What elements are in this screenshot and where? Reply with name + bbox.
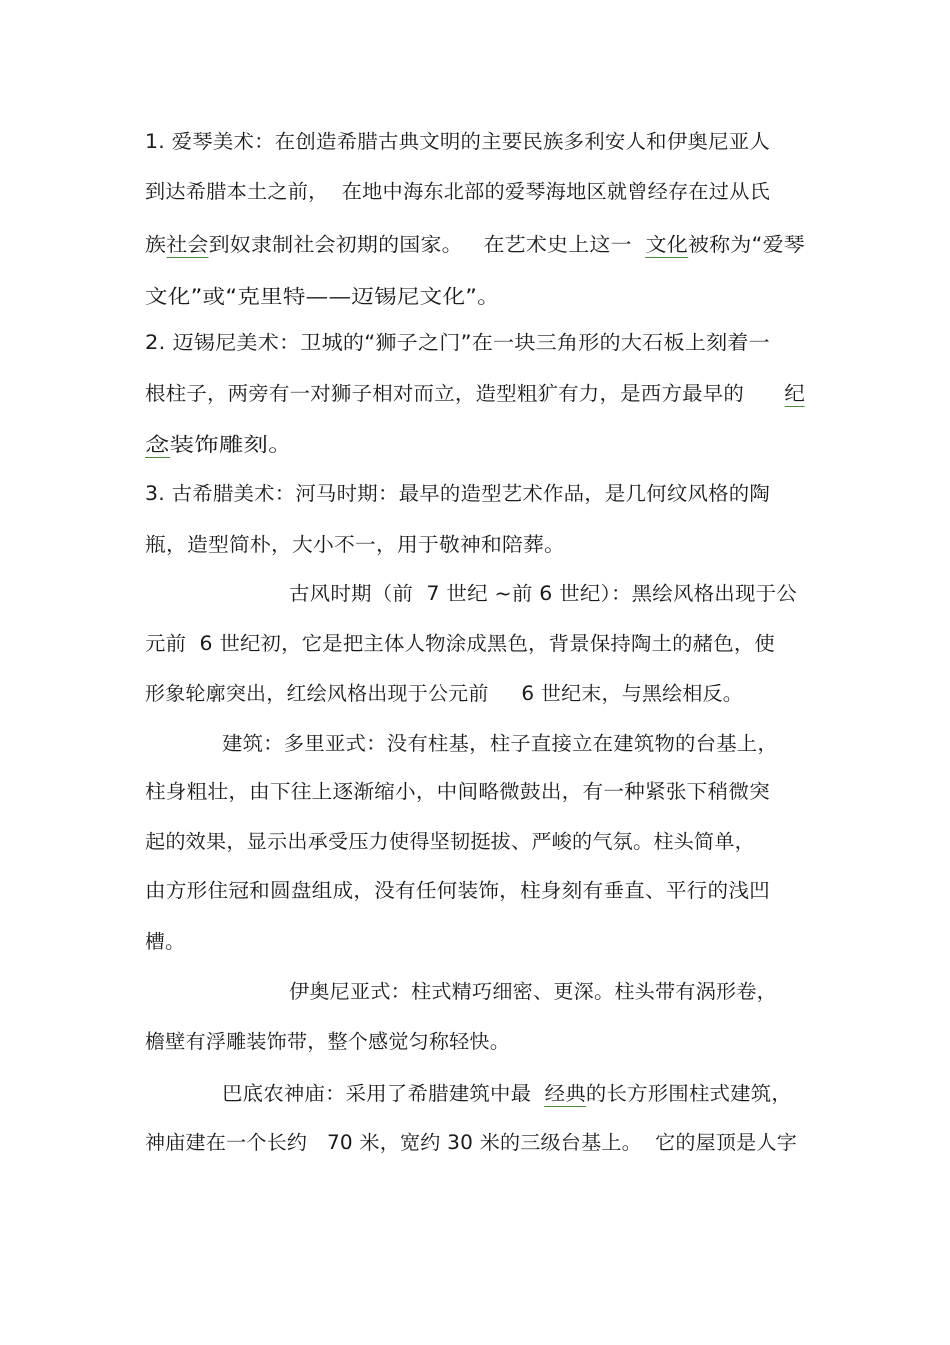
text-line xyxy=(222,1081,792,1107)
text-segment: 的长方形围柱式建筑， xyxy=(585,1082,792,1105)
text-segment: 起的效果，显示出承受压力使得坚韧挺拔、严峻的气氛。柱头简单， xyxy=(145,830,755,853)
text-segment: 根柱子，两旁有一对狮子相对而立，造型粗犷有力，是西方最早的 xyxy=(145,382,785,405)
text-line xyxy=(145,481,770,507)
text-line xyxy=(145,432,293,458)
text-segment: 古风时期（前 7 世纪 ~前 6 世纪）：黑绘风格出现于公 xyxy=(289,582,797,605)
hyperlink-text[interactable]: 文化 xyxy=(645,233,688,256)
text-line xyxy=(145,330,770,356)
hyperlink-text[interactable]: 社会 xyxy=(166,233,209,256)
text-line xyxy=(145,779,770,805)
text-line xyxy=(145,878,770,904)
text-line xyxy=(289,979,777,1005)
text-line xyxy=(145,929,185,955)
text-line xyxy=(145,232,805,258)
text-segment: 檐壁有浮雕装饰带，整个感觉匀称轻快。 xyxy=(145,1030,510,1053)
text-line xyxy=(145,1130,797,1156)
text-segment: 2. 迈锡尼美术：卫城的“狮子之门”在一块三角形的大石板上刻着一 xyxy=(145,331,770,354)
text-line xyxy=(145,381,805,407)
text-line xyxy=(145,829,755,855)
text-line xyxy=(145,179,770,205)
text-line xyxy=(145,532,565,558)
text-segment: 装饰雕刻。 xyxy=(169,433,293,456)
text-line xyxy=(145,284,500,310)
hyperlink-text[interactable]: 纪 xyxy=(784,382,805,405)
text-segment: 柱身粗壮，由下往上逐渐缩小，中间略微鼓出，有一种紧张下稍微突 xyxy=(145,780,770,803)
text-line xyxy=(145,681,743,707)
text-segment: 3. 古希腊美术：河马时期：最早的造型艺术作品，是几何纹风格的陶 xyxy=(145,482,770,505)
text-line xyxy=(289,581,797,607)
text-segment: 族 xyxy=(145,233,167,256)
text-segment: 被称为“爱琴 xyxy=(687,233,805,256)
text-segment: 到奴隶制社会初期的国家。 在艺术史上这一 xyxy=(208,233,646,256)
text-line xyxy=(145,1029,510,1055)
text-segment: 文化”或“克里特——迈锡尼文化”。 xyxy=(145,285,500,308)
text-segment: 伊奥尼亚式：柱式精巧细密、更深。柱头带有涡形卷， xyxy=(289,980,777,1003)
text-segment: 建筑：多里亚式：没有柱基，柱子直接立在建筑物的台基上， xyxy=(222,732,778,755)
text-segment: 元前 6 世纪初，它是把主体人物涂成黑色，背景保持陶土的赭色，使 xyxy=(145,632,775,655)
text-segment: 巴底农神庙：采用了希腊建筑中最 xyxy=(222,1082,545,1105)
text-segment: 瓶，造型简朴，大小不一，用于敬神和陪葬。 xyxy=(145,533,565,556)
text-segment: 到达希腊本土之前， 在地中海东北部的爱琴海地区就曾经存在过从氏 xyxy=(145,180,770,203)
hyperlink-text[interactable]: 经典 xyxy=(544,1082,586,1105)
text-segment: 槽。 xyxy=(145,930,185,953)
text-segment: 1. 爱琴美术：在创造希腊古典文明的主要民族多利安人和伊奥尼亚人 xyxy=(145,130,770,153)
hyperlink-text[interactable]: 念 xyxy=(145,433,170,456)
text-line xyxy=(145,129,770,155)
text-segment: 神庙建在一个长约 70 米，宽约 30 米的三级台基上。 它的屋顶是人字 xyxy=(145,1131,797,1154)
text-line xyxy=(222,731,778,757)
text-segment: 由方形住冠和圆盘组成，没有任何装饰，柱身刻有垂直、平行的浅凹 xyxy=(145,879,770,902)
text-line xyxy=(145,631,775,657)
text-segment: 形象轮廓突出，红绘风格出现于公元前 6 世纪末，与黑绘相反。 xyxy=(145,682,743,705)
